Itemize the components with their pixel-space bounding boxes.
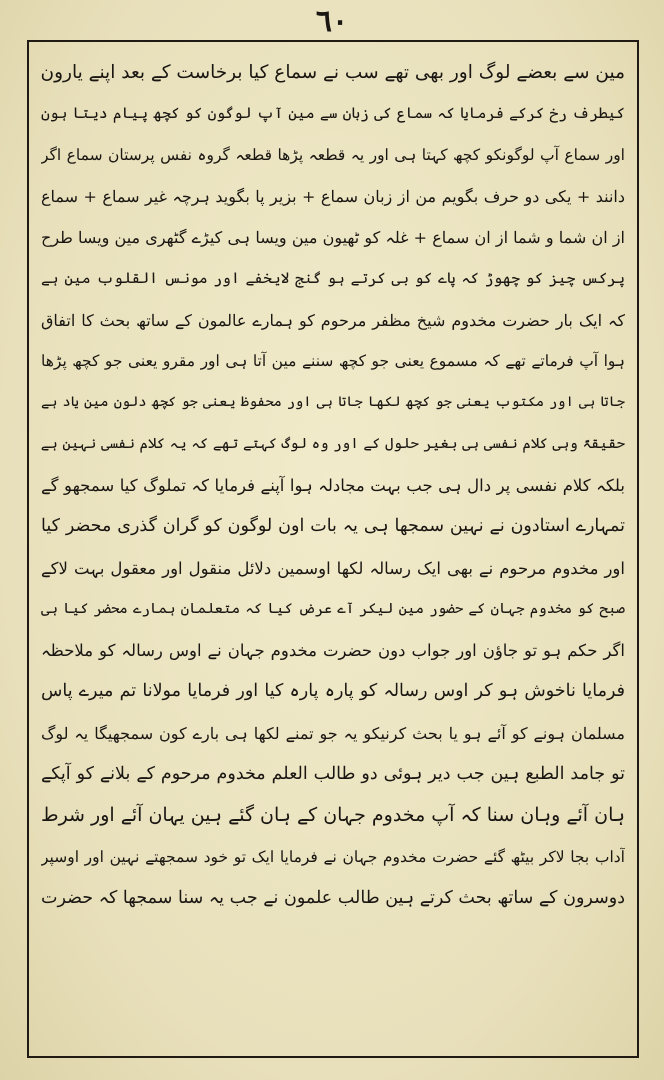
text-line: فرمایا ناخوش ہو کر اوس رسالہ کو پارہ پارہ کیا اور فرمایا مولانا تم میرے پاس xyxy=(41,681,625,702)
text-line: ہوا آپ فرماتے تھے کہ مسموع یعنی جو کچھ سننے مین آتا ہی اور مقرو یعنی جو کچھ پڑھا xyxy=(41,352,625,371)
page-number: ٦٠ xyxy=(315,4,349,39)
text-line: جاتا ہی اور مکتوب یعنی جو کچھ لکھا جاتا ہی اور محفوظ یعنی جو کچھ دلون مین یاد ہے xyxy=(41,394,625,411)
text-line: ہان آئے وہان سنا کہ آپ مخدوم جہان کے ہان گئے ہین یہان آئے اور شرط xyxy=(41,804,625,827)
text-line: اور مخدوم مرحوم نے بھی ایک رسالہ لکھا اوسمین دلائل منقول اور معقول بہت لاکے xyxy=(41,558,625,578)
text-line: مسلمان ہونے کو آئے ہو یا بحث کرنیکو یہ جو تمنے لکھا ہی بارے کون سمجھیگا یہ لوگ xyxy=(41,723,625,743)
text-frame xyxy=(27,40,639,1058)
text-line: کہ ایک بار حضرت مخدوم شیخ مظفر مرحوم کو ہمارے عالمون کے ساتھ بحث کا اتفاق xyxy=(41,310,625,330)
text-line: اگر حکم ہو تو جاؤن اور جواب دون حضرت مخدوم جہان نے اوس رسالہ کو ملاحظہ xyxy=(41,641,625,661)
text-line: اور سماع آپ لوگونکو کچھ کہتا ہی اور یہ قطعہ پڑھا قطعہ گروہ نفس پرستان سماع اگر xyxy=(41,145,625,164)
text-line: کیطرف رخ کرکے فرمایا کہ سماع کی زبان سے مین آپ لوگون کو کچھ پیام دیتا ہون xyxy=(41,104,625,123)
text-line: حقیقۃً وہی کلام نفسی ہی بغیر حلول کے اور وہ لوگ کہتے تھے کہ یہ کلام نفسی نہین ہے xyxy=(41,435,625,452)
text-line: دانند + یکی دو حرف بگویم من از زبان سماع + بزیر پا بگوید ہرچہ غیر سماع + سماع xyxy=(41,186,625,206)
text-line: آداب بجا لاکر بیٹھ گئے حضرت مخدوم جہان نے فرمایا ایک تو خود سمجھتے نہین اور اوسپر xyxy=(41,847,625,866)
text-line: تمہارے استادون نے نہین سمجھا ہی یہ بات اون لوگون کو گران گذری محضر کیا xyxy=(41,516,625,537)
page-text xyxy=(41,52,625,1050)
text-line: تو جامد الطبع ہین جب دیر ہوئی دو طالب العلم مخدوم مرحوم کے بلانے کو آپکے xyxy=(41,764,625,785)
text-line: مین سے بعضے لوگ اور بھی تھے سب نے سماع کیا برخاست کے بعد اپنے یارون xyxy=(41,62,625,83)
text-line: بلکہ کلام نفسی پر دال ہی جب بہت مجادلہ ہوا آپنے فرمایا کہ تملوگ کیا سمجھو گے xyxy=(41,475,625,495)
text-line: پرکس چیز کو چھوڑ کہ پاے کو بی کرتے ہو گنج لایخفے اور مونس القلوب مین ہے xyxy=(41,269,625,288)
text-line: صبح کو مخدوم جہان کے حضور مین لیکر آے عرض کیا کہ متعلمان ہمارے محضر کیا ہی xyxy=(41,600,625,617)
text-line: از ان شما و شما از ان سماع + غلہ کو ٹھیون مین ویسا ہی کیڑے گٹھری مین ویسا طرح xyxy=(41,228,625,248)
text-line: دوسرون کے ساتھ بحث کرتے ہین طالب علمون نے جب یہ سنا سمجھا کہ حضرت xyxy=(41,887,625,908)
